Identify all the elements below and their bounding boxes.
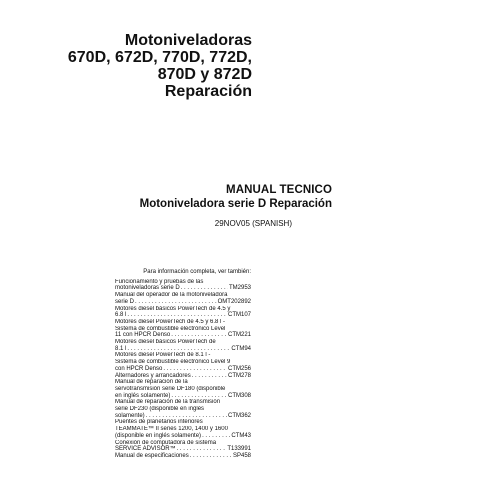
dot-leader xyxy=(163,366,227,373)
dot-leader xyxy=(171,393,227,400)
reference-item-text: SERVICE ADVISOR™ xyxy=(115,446,176,453)
reference-item xyxy=(115,279,251,292)
reference-item-text: 11 con HPCR Denso xyxy=(115,332,171,339)
reference-code: SP458 xyxy=(232,452,251,459)
reference-item xyxy=(115,440,251,453)
reference-item xyxy=(115,379,251,399)
reference-item-text: Motores diesel PowerTech de 8.1 l - xyxy=(115,352,211,359)
reference-item-text: motoniveladoras serie D xyxy=(115,285,180,292)
reference-code: CTM278 xyxy=(227,372,251,379)
reference-item xyxy=(115,306,251,319)
reference-list xyxy=(115,269,251,460)
reference-item-text: serie D xyxy=(115,298,135,305)
reference-item-text: Manual de especificaciones xyxy=(115,452,189,459)
reference-item-text: solamente) xyxy=(115,412,145,419)
reference-item-text: Manual de reparación de la transmisión xyxy=(115,399,221,406)
reference-item-text: Sistema de combustible electrónico Level xyxy=(115,325,226,332)
reference-intro: Para información completa, ver también: xyxy=(143,269,251,275)
reference-code: CTM221 xyxy=(227,332,251,339)
reference-item-text: Manual del operador de la motoniveladora xyxy=(115,292,228,299)
reference-code: TM2953 xyxy=(228,285,251,292)
dot-leader xyxy=(127,346,230,353)
reference-item-text: serie DF230 (disponible en inglés xyxy=(115,406,205,413)
title-line: 670D, 672D, 770D, 772D, xyxy=(67,49,252,66)
reference-item-text: Motores diesel PowerTech de 4.5 y 6.8 l - xyxy=(115,318,226,325)
reference-item xyxy=(115,419,251,439)
reference-item-text: Puentes de planetarios interiores xyxy=(115,419,203,426)
title-line: Motoniveladoras xyxy=(124,32,252,49)
dot-leader xyxy=(192,373,227,380)
dot-leader xyxy=(177,446,227,453)
reference-item xyxy=(115,339,251,352)
reference-item-text: Sistema de combustible electrónico Level 9 xyxy=(115,359,231,366)
title-line: 870D y 872D xyxy=(157,66,252,83)
reference-item-text: Conexión de computadora de sistema xyxy=(115,439,217,446)
reference-item-text: Motores diesel básicos PowerTech de xyxy=(115,339,216,346)
reference-item-text: Alternadores y arrancadores xyxy=(115,372,191,379)
manual-date: 29NOV05 (SPANISH) xyxy=(214,219,292,228)
dot-leader xyxy=(190,453,232,460)
dot-leader xyxy=(171,332,227,339)
reference-item-text: 6.8 l xyxy=(115,312,127,319)
reference-item xyxy=(115,453,251,460)
reference-item-text: 8.1 l xyxy=(115,345,127,352)
manual-heading: MANUAL TECNICO xyxy=(226,184,332,196)
reference-item xyxy=(115,319,251,339)
reference-code: CTM308 xyxy=(227,392,251,399)
reference-item-text: Motores diesel básicos PowerTech de 4.5 y xyxy=(115,305,231,312)
dot-leader xyxy=(202,433,230,440)
reference-item xyxy=(115,373,251,380)
dot-leader xyxy=(146,413,227,420)
reference-item-text: (disponible en inglés solamente) xyxy=(115,432,202,439)
reference-code: CTM362 xyxy=(227,412,251,419)
document-title xyxy=(68,32,252,100)
reference-item-text: con HPCR Denso xyxy=(115,365,163,372)
reference-item-text: TEAMMATE™ II series 1200, 1400 y 1600 xyxy=(115,426,228,433)
title-line: Reparación xyxy=(164,83,252,100)
reference-item-text: Funcionamiento y pruebas de las xyxy=(115,278,204,285)
reference-item-text: servotransmisión serie DF180 (disponible xyxy=(115,385,226,392)
reference-item-text: en inglés solamente) xyxy=(115,392,171,399)
reference-code: CTM107 xyxy=(227,312,251,319)
reference-item xyxy=(115,292,251,305)
reference-item-text: Manual de reparación de la xyxy=(115,379,188,386)
reference-code: CTM256 xyxy=(227,365,251,372)
manual-heading-block xyxy=(140,183,332,228)
reference-item xyxy=(115,352,251,372)
manual-subtitle: Motoniveladora serie D Reparación xyxy=(139,198,332,210)
dot-leader xyxy=(127,312,227,319)
reference-code: OMT202892 xyxy=(217,298,251,305)
reference-code: CTM94 xyxy=(231,345,251,352)
reference-item xyxy=(115,399,251,419)
dot-leader xyxy=(181,285,228,292)
reference-code: CTM43 xyxy=(231,432,251,439)
reference-code: T133991 xyxy=(227,446,251,453)
dot-leader xyxy=(135,299,217,306)
